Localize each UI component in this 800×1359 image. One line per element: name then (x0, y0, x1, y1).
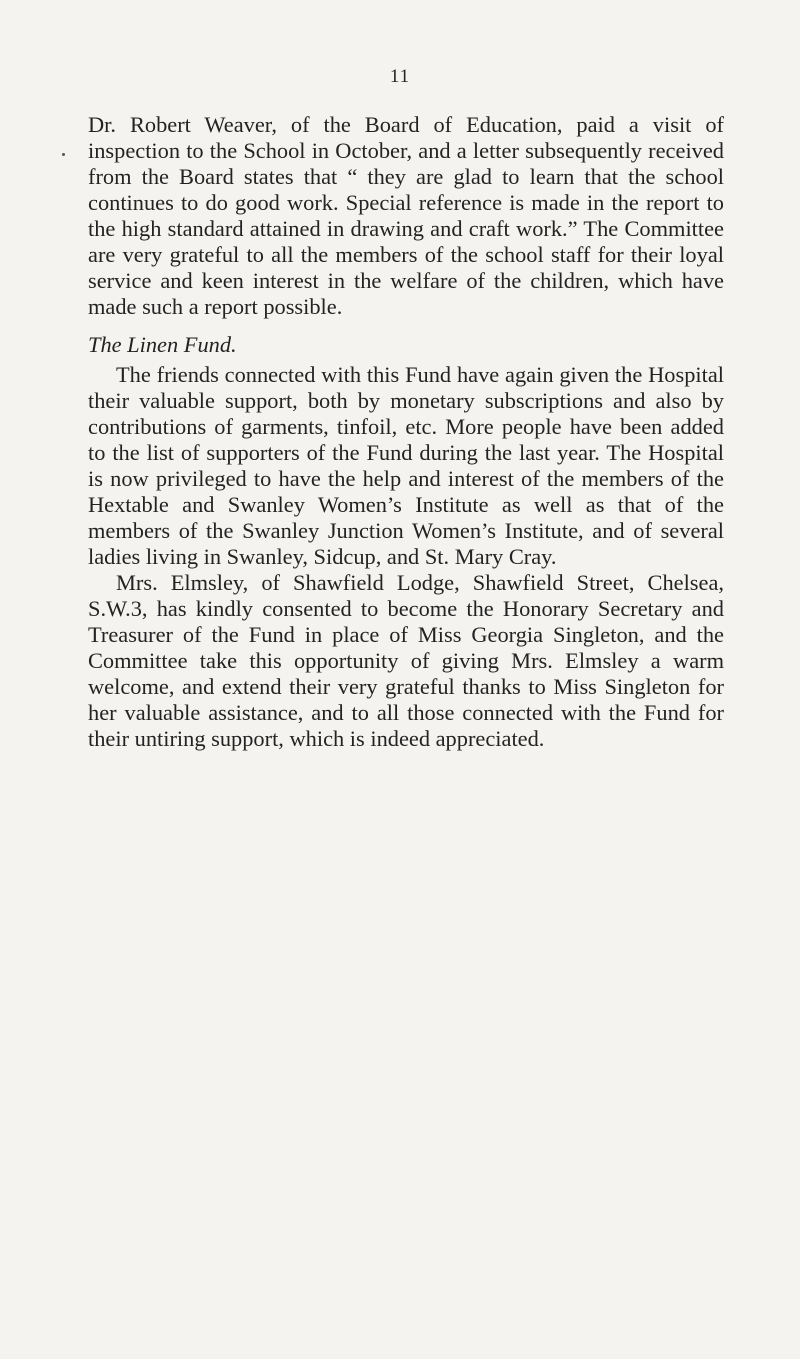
paragraph-linen-fund-support: The friends connected with this Fund have again given the Hospital their valuable support, both by monetary subscriptions and also by contributions of garments, tinfoil, etc. More people have been added to the list of supporters of the Fund during the last year. The Hospital is now privileged to have the help and interest of the members of the Hextable and Swanley Women’s Institute as well as that of the members of the Swanley Junction Women’s Institute, and of several ladies living in Swanley, Sidcup, and St. Mary Cray. (88, 362, 724, 569)
paragraph-linen-fund-secretary: Mrs. Elmsley, of Shawfield Lodge, Shawfield Street, Chelsea, S.W.3, has kindly consented to become the Honorary Secretary and Treasurer of the Fund in place of Miss Georgia Singleton, and the Committee take this opportunity of giving Mrs. Elmsley a warm welcome, and extend their very grateful thanks to Miss Singleton for her valuable assistance, and to all those connected with the Fund for their untiring support, which is indeed appreciated. (88, 570, 724, 751)
page-number: 11 (389, 66, 411, 87)
document-body (88, 112, 724, 752)
paragraph-school-inspection: Dr. Robert Weaver, of the Board of Education, paid a visit of inspection to the School in October, and a letter subsequently received from the Board states that “ they are glad to learn that the school continues to do good work. Special reference is made in the report to the high standard attained in drawing and craft work.” The Committee are very grateful to all the members of the school staff for their loyal service and keen interest in the welfare of the children, which have made such a report possible. (88, 112, 724, 319)
margin-dot-mark (62, 153, 65, 156)
section-heading-linen-fund: The Linen Fund. (88, 332, 237, 357)
